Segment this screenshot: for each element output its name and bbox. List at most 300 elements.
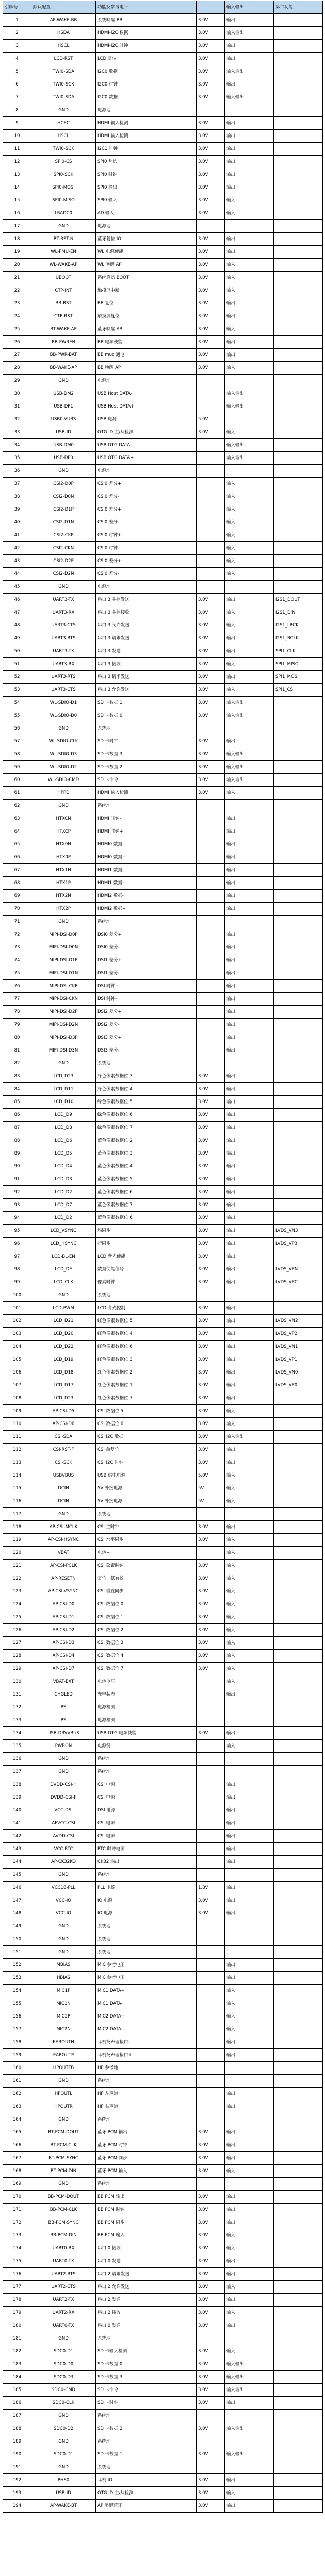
voltage-cell: [197, 1972, 225, 1985]
function-cell: CSI0 差分-: [96, 490, 197, 503]
function-cell: 耳机 IO: [96, 2474, 197, 2487]
default-config-cell: AVDD-CSI: [31, 1830, 96, 1843]
table-row: [3, 220, 323, 233]
table-row: [3, 1534, 323, 1547]
direction-cell: 输入: [225, 1985, 274, 1997]
direction-cell: 输出: [225, 2088, 274, 2100]
voltage-cell: 5.0V: [197, 413, 225, 426]
second-function-cell: LVDS_VPC: [274, 1276, 323, 1289]
voltage-cell: [197, 568, 225, 581]
function-cell: CSI0 差分-: [96, 516, 197, 529]
table-row: [3, 658, 323, 671]
table-row: [3, 1096, 323, 1109]
default-config-cell: EAROUTN: [31, 2036, 96, 2049]
voltage-cell: 3.0V: [197, 1225, 225, 1238]
table-row: [3, 104, 323, 117]
default-config-cell: HCEC: [31, 117, 96, 130]
table-row: [3, 1882, 323, 1894]
second-function-cell: [274, 1959, 323, 1972]
voltage-cell: [197, 1804, 225, 1817]
pin-number-cell: 83: [3, 1070, 31, 1083]
function-cell: MIC1 DATA-: [96, 1997, 197, 2010]
second-function-cell: [274, 941, 323, 954]
voltage-cell: 3.0V: [197, 787, 225, 800]
direction-cell: 输出: [225, 1006, 274, 1019]
pin-number-cell: 7: [3, 91, 31, 104]
second-function-cell: [274, 2075, 323, 2088]
second-function-cell: [274, 2178, 323, 2191]
pin-number-cell: 93: [3, 1199, 31, 1212]
voltage-cell: [197, 555, 225, 568]
table-row: [3, 941, 323, 954]
table-row: [3, 1173, 323, 1186]
voltage-cell: [197, 1006, 225, 1019]
direction-cell: 输出: [225, 1366, 274, 1379]
second-function-cell: [274, 2448, 323, 2461]
voltage-cell: 3.0V: [197, 1611, 225, 1624]
pin-number-cell: 142: [3, 1830, 31, 1843]
function-cell: 蓝色像素数据位 3: [96, 1147, 197, 1160]
direction-cell: 输出: [225, 1856, 274, 1869]
function-cell: 电源检测: [96, 1701, 197, 1714]
function-cell: SD 卡命令: [96, 774, 197, 787]
table-row: [3, 1031, 323, 1044]
voltage-cell: [197, 2435, 225, 2448]
direction-cell: 输出: [225, 130, 274, 143]
table-row: [3, 1804, 323, 1817]
table-row: [3, 2474, 323, 2487]
default-config-cell: UART2-TX: [31, 2294, 96, 2307]
default-config-cell: MIC2P: [31, 2010, 96, 2023]
direction-cell: 输出: [225, 1263, 274, 1276]
direction-cell: [225, 722, 274, 735]
pin-number-cell: 36: [3, 465, 31, 478]
function-cell: SPI0 输出: [96, 181, 197, 194]
function-cell: BB PCM 输出: [96, 2191, 197, 2204]
voltage-cell: 3.0V: [197, 1147, 225, 1160]
voltage-cell: [197, 838, 225, 851]
function-cell: CSI 主时钟: [96, 1521, 197, 1534]
default-config-cell: SPI0-MOSI: [31, 181, 96, 194]
second-function-cell: [274, 439, 323, 452]
second-function-cell: LVDS_VP1: [274, 1353, 323, 1366]
direction-cell: 输入: [225, 1637, 274, 1650]
function-cell: I2C0 数据: [96, 91, 197, 104]
table-row: [3, 903, 323, 916]
default-config-cell: AP-WAKE-BB: [31, 14, 96, 27]
header-default-config: 默认配置: [31, 1, 96, 14]
default-config-cell: HSDA: [31, 27, 96, 40]
direction-cell: [225, 1933, 274, 1946]
direction-cell: 输出: [225, 941, 274, 954]
default-config-cell: GND: [31, 1057, 96, 1070]
pin-number-cell: 15: [3, 194, 31, 207]
second-function-cell: [274, 1946, 323, 1959]
pin-number-cell: 110: [3, 1418, 31, 1431]
default-config-cell: GND: [31, 581, 96, 594]
default-config-cell: AP-CSI-D7: [31, 1663, 96, 1675]
second-function-cell: [274, 1663, 323, 1675]
table-row: [3, 2294, 323, 2307]
function-cell: SD 卡数据 0: [96, 2358, 197, 2371]
voltage-cell: [197, 2049, 225, 2062]
pin-number-cell: 170: [3, 2191, 31, 2204]
table-row: [3, 1508, 323, 1521]
voltage-cell: 3.0V: [197, 2191, 225, 2204]
voltage-cell: [197, 1869, 225, 1882]
direction-cell: 输出: [225, 1250, 274, 1263]
pin-number-cell: 192: [3, 2474, 31, 2487]
second-function-cell: [274, 349, 323, 362]
second-function-cell: LVDS_VP0: [274, 1379, 323, 1392]
voltage-cell: 3.0V: [197, 606, 225, 619]
voltage-cell: [197, 903, 225, 916]
pin-number-cell: 185: [3, 2384, 31, 2397]
voltage-cell: 3.0V: [197, 297, 225, 310]
pin-number-cell: 69: [3, 890, 31, 903]
second-function-cell: LVDS_VP2: [274, 1328, 323, 1341]
function-cell: CSI 电源: [96, 1817, 197, 1830]
voltage-cell: [197, 877, 225, 890]
direction-cell: 输出: [225, 297, 274, 310]
default-config-cell: HPPD: [31, 787, 96, 800]
direction-cell: 输出: [225, 1456, 274, 1469]
second-function-cell: [274, 53, 323, 65]
pin-number-cell: 87: [3, 1122, 31, 1134]
table-row: [3, 233, 323, 246]
second-function-cell: [274, 761, 323, 774]
direction-cell: 输出: [225, 632, 274, 645]
pin-number-cell: 156: [3, 2010, 31, 2023]
voltage-cell: [197, 954, 225, 967]
pin-number-cell: 184: [3, 2371, 31, 2384]
second-function-cell: [274, 14, 323, 27]
default-config-cell: HTX1P: [31, 877, 96, 890]
second-function-cell: [274, 1560, 323, 1572]
table-row: [3, 1250, 323, 1263]
second-function-cell: [274, 284, 323, 297]
voltage-cell: [197, 825, 225, 838]
second-function-cell: [274, 1753, 323, 1766]
direction-cell: 输入: [225, 2307, 274, 2319]
table-row: [3, 1572, 323, 1585]
voltage-cell: 3.0V: [197, 2422, 225, 2435]
pin-number-cell: 158: [3, 2036, 31, 2049]
table-row: [3, 1328, 323, 1341]
pin-number-cell: 40: [3, 516, 31, 529]
default-config-cell: AP-CSI-D3: [31, 1637, 96, 1650]
pin-number-cell: 51: [3, 658, 31, 671]
table-row: [3, 2178, 323, 2191]
table-row: [3, 864, 323, 877]
voltage-cell: [197, 864, 225, 877]
function-cell: SPI0 片选: [96, 156, 197, 168]
pin-number-cell: 129: [3, 1663, 31, 1675]
table-row: [3, 877, 323, 890]
voltage-cell: 3.0V: [197, 2358, 225, 2371]
second-function-cell: [274, 1598, 323, 1611]
direction-cell: [225, 916, 274, 928]
pin-number-cell: 4: [3, 53, 31, 65]
second-function-cell: [274, 2319, 323, 2332]
direction-cell: 输出: [225, 645, 274, 658]
voltage-cell: [197, 890, 225, 903]
direction-cell: 输出: [225, 954, 274, 967]
second-function-cell: [274, 1740, 323, 1753]
table-row: [3, 336, 323, 349]
default-config-cell: LCD_D2: [31, 1186, 96, 1199]
second-function-cell: [274, 1585, 323, 1598]
function-cell: DSI2 差分-: [96, 1019, 197, 1031]
default-config-cell: CSI2-D0N: [31, 490, 96, 503]
direction-cell: 输出: [225, 1341, 274, 1353]
function-cell: 系统地: [96, 800, 197, 812]
voltage-cell: [197, 1766, 225, 1778]
pin-number-cell: 48: [3, 619, 31, 632]
function-cell: 电源地: [96, 104, 197, 117]
direction-cell: 输出: [225, 1328, 274, 1341]
direction-cell: 输出: [225, 1122, 274, 1134]
second-function-cell: [274, 1830, 323, 1843]
default-config-cell: WL-SDIO-D0: [31, 709, 96, 722]
voltage-cell: [197, 1920, 225, 1933]
voltage-cell: 3.0V: [197, 2229, 225, 2242]
default-config-cell: MIPI-DSI-CKN: [31, 993, 96, 1006]
table-row: [3, 2371, 323, 2384]
second-function-cell: [274, 362, 323, 375]
direction-cell: [225, 375, 274, 387]
second-function-cell: [274, 1817, 323, 1830]
voltage-cell: [197, 1946, 225, 1959]
function-cell: CSI0 时钟-: [96, 542, 197, 555]
direction-cell: 输出: [225, 671, 274, 684]
pin-number-cell: 91: [3, 1173, 31, 1186]
function-cell: 系统地: [96, 2113, 197, 2126]
function-cell: 系统地: [96, 1289, 197, 1302]
table-row: [3, 91, 323, 104]
default-config-cell: LCD_D11: [31, 1083, 96, 1096]
pin-number-cell: 165: [3, 2126, 31, 2139]
second-function-cell: I2S1_DOUT: [274, 594, 323, 606]
second-function-cell: [274, 168, 323, 181]
table-row: [3, 671, 323, 684]
pin-number-cell: 136: [3, 1753, 31, 1766]
default-config-cell: LCD_D10: [31, 1096, 96, 1109]
voltage-cell: [197, 1997, 225, 2010]
voltage-cell: [197, 1791, 225, 1804]
default-config-cell: SDC0-D1: [31, 2448, 96, 2461]
pin-number-cell: 121: [3, 1560, 31, 1572]
function-cell: 蓝牙 PCM 输入: [96, 2165, 197, 2178]
voltage-cell: 3.0V: [197, 53, 225, 65]
second-function-cell: [274, 516, 323, 529]
second-function-cell: [274, 91, 323, 104]
table-row: [3, 787, 323, 800]
direction-cell: [225, 581, 274, 594]
second-function-cell: [274, 555, 323, 568]
function-cell: 绿色像素数据位 4: [96, 1083, 197, 1096]
function-cell: 系统地: [96, 2178, 197, 2191]
direction-cell: [225, 2461, 274, 2474]
voltage-cell: 3.0V: [197, 1379, 225, 1392]
second-function-cell: [274, 825, 323, 838]
table-row: [3, 516, 323, 529]
voltage-cell: [197, 800, 225, 812]
function-cell: 5V 外接电源: [96, 1482, 197, 1495]
second-function-cell: [274, 246, 323, 259]
second-function-cell: [274, 1688, 323, 1701]
second-function-cell: [274, 2049, 323, 2062]
voltage-cell: 3.0V: [197, 684, 225, 697]
function-cell: USB OTG DATA+: [96, 452, 197, 465]
table-row: [3, 439, 323, 452]
second-function-cell: [274, 272, 323, 284]
pin-number-cell: 58: [3, 748, 31, 761]
table-row: [3, 1920, 323, 1933]
second-function-cell: [274, 928, 323, 941]
pin-number-cell: 164: [3, 2113, 31, 2126]
function-cell: SD 卡数据 3: [96, 748, 197, 761]
second-function-cell: [274, 1482, 323, 1495]
pin-number-cell: 33: [3, 426, 31, 439]
function-cell: USB 供电电源: [96, 1469, 197, 1482]
voltage-cell: 3.0V: [197, 709, 225, 722]
function-cell: 绿色像素数据位 7: [96, 1122, 197, 1134]
table-row: [3, 1405, 323, 1418]
function-cell: HDMI-I2C 数据: [96, 27, 197, 40]
function-cell: 红色像素数据位 3: [96, 1353, 197, 1366]
second-function-cell: [274, 851, 323, 864]
pin-number-cell: 22: [3, 284, 31, 297]
voltage-cell: 3.0V: [197, 2371, 225, 2384]
function-cell: 电源地: [96, 581, 197, 594]
voltage-cell: 3.0V: [197, 1263, 225, 1276]
direction-cell: 输入输出: [225, 748, 274, 761]
second-function-cell: [274, 2500, 323, 2513]
function-cell: 复位 低有效: [96, 1572, 197, 1585]
voltage-cell: [197, 375, 225, 387]
pin-number-cell: 167: [3, 2152, 31, 2165]
function-cell: HDMI1 数据+: [96, 877, 197, 890]
table-row: [3, 1817, 323, 1830]
function-cell: CSI 数据位 0: [96, 1598, 197, 1611]
default-config-cell: LRADC0: [31, 207, 96, 220]
default-config-cell: BB-PCM-DIN: [31, 2229, 96, 2242]
function-cell: CSI0 差分-: [96, 568, 197, 581]
direction-cell: 输出: [225, 1199, 274, 1212]
second-function-cell: [274, 1624, 323, 1637]
function-cell: CSI 象素时钟: [96, 1560, 197, 1572]
function-cell: AP 唤醒蓝牙: [96, 2500, 197, 2513]
voltage-cell: 3.0V: [197, 14, 225, 27]
table-row: [3, 1225, 323, 1238]
pin-number-cell: 114: [3, 1469, 31, 1482]
default-config-cell: USB0-VUBS: [31, 413, 96, 426]
second-function-cell: [274, 774, 323, 787]
second-function-cell: [274, 65, 323, 78]
table-row: [3, 1186, 323, 1199]
table-row: [3, 632, 323, 645]
function-cell: 串口 3 请求发送: [96, 632, 197, 645]
function-cell: CSI 数据位 4: [96, 1650, 197, 1663]
voltage-cell: 5V: [197, 1495, 225, 1508]
pin-number-cell: 30: [3, 387, 31, 400]
pin-number-cell: 37: [3, 478, 31, 490]
second-function-cell: [274, 413, 323, 426]
function-cell: 电源地: [96, 375, 197, 387]
function-cell: MIC 参考电压: [96, 1959, 197, 1972]
direction-cell: 输出: [225, 1444, 274, 1456]
function-cell: 触摸屏复位: [96, 310, 197, 323]
function-cell: MIC2 DATA-: [96, 2023, 197, 2036]
second-function-cell: [274, 1637, 323, 1650]
voltage-cell: 3.0V: [197, 233, 225, 246]
second-function-cell: [274, 2100, 323, 2113]
default-config-cell: UART3-CTS: [31, 619, 96, 632]
function-cell: 串口 2 请求发送: [96, 2268, 197, 2281]
voltage-cell: 5V: [197, 1482, 225, 1495]
pin-number-cell: 182: [3, 2345, 31, 2358]
direction-cell: 输出: [225, 2049, 274, 2062]
direction-cell: 输入输出: [225, 2371, 274, 2384]
direction-cell: 输出: [225, 825, 274, 838]
table-row: [3, 1560, 323, 1572]
function-cell: 蓝色像素数据位 6: [96, 1212, 197, 1225]
function-cell: USB Host DATA-: [96, 387, 197, 400]
pin-number-cell: 71: [3, 916, 31, 928]
default-config-cell: DCIN: [31, 1482, 96, 1495]
direction-cell: [225, 1701, 274, 1714]
table-row: [3, 2049, 323, 2062]
voltage-cell: [197, 1778, 225, 1791]
voltage-cell: 3.0V: [197, 1598, 225, 1611]
direction-cell: 输入: [225, 568, 274, 581]
voltage-cell: 3.0V: [197, 2319, 225, 2332]
table-row: [3, 1740, 323, 1753]
voltage-cell: 3.0V: [197, 1109, 225, 1122]
direction-cell: 输出: [225, 1315, 274, 1328]
function-cell: SD 卡时钟: [96, 735, 197, 748]
direction-cell: [225, 413, 274, 426]
second-function-cell: [274, 259, 323, 272]
function-cell: SD 卡数据 1: [96, 2448, 197, 2461]
pin-number-cell: 73: [3, 941, 31, 954]
function-cell: HDMI1 数据-: [96, 864, 197, 877]
pin-number-cell: 147: [3, 1894, 31, 1907]
direction-cell: 输出: [225, 168, 274, 181]
function-cell: HDMI2 数据-: [96, 890, 197, 903]
pin-number-cell: 152: [3, 1959, 31, 1972]
pin-number-cell: 45: [3, 581, 31, 594]
function-cell: 系统地: [96, 1753, 197, 1766]
pin-number-cell: 25: [3, 323, 31, 336]
default-config-cell: GND: [31, 2332, 96, 2345]
direction-cell: 输入: [225, 284, 274, 297]
second-function-cell: SPI1_MISO: [274, 658, 323, 671]
direction-cell: 输出: [225, 1109, 274, 1122]
second-function-cell: [274, 2422, 323, 2435]
second-function-cell: [274, 542, 323, 555]
function-cell: WL 唤醒 AP: [96, 259, 197, 272]
default-config-cell: GND: [31, 220, 96, 233]
pin-number-cell: 56: [3, 722, 31, 735]
table-row: [3, 400, 323, 413]
direction-cell: 输出: [225, 2474, 274, 2487]
function-cell: DSI1 差分-: [96, 967, 197, 980]
second-function-cell: SPI1_CLK: [274, 645, 323, 658]
default-config-cell: UART2-CTS: [31, 2281, 96, 2294]
function-cell: USB 电源: [96, 413, 197, 426]
